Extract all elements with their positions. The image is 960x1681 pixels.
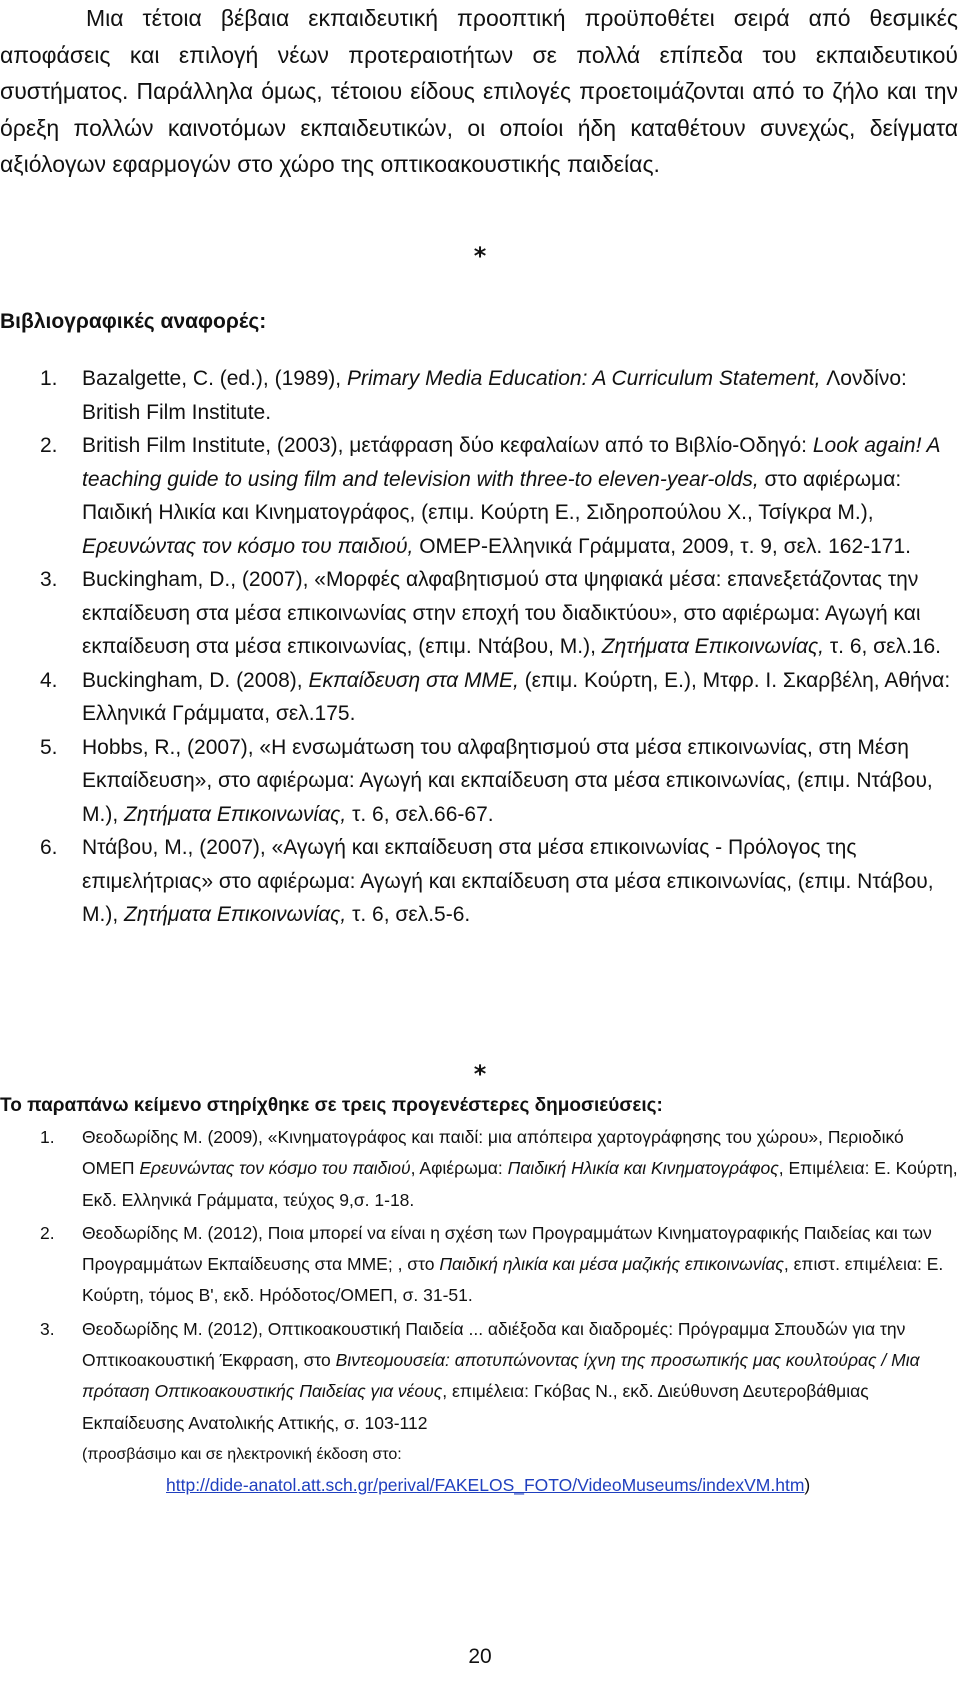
ref-title: Primary Media Education: A Curriculum Statement, bbox=[346, 367, 821, 390]
publications-heading: Το παραπάνω κείμενο στηρίχθηκε σε τρεις προγενέστερες δημοσιεύσεις: bbox=[0, 1095, 663, 1116]
publication-item bbox=[0, 1218, 960, 1312]
item-number: 5. bbox=[40, 735, 58, 759]
ref-text: (επιμ. Κούρτη, Ε.), Μτφρ. Ι. Σκαρβέλη, Αθήνα: Ελληνικά Γράμματα, σελ.175. bbox=[82, 668, 951, 725]
page-number: 20 bbox=[468, 1645, 492, 1668]
item-number: 1. bbox=[40, 367, 58, 390]
item-number: 2. bbox=[40, 1222, 55, 1243]
ref-text: τ. 6, σελ.66-67. bbox=[346, 802, 494, 826]
pub-title: Παιδική ηλικία και μέσα μαζικής επικοινωνίας bbox=[439, 1254, 784, 1275]
item-number: 1. bbox=[40, 1127, 55, 1147]
item-number: 3. bbox=[40, 1318, 55, 1339]
publication-link[interactable]: http://dide-anatol.att.sch.gr/perival/FAKELOS_FOTO/VideoMuseums/indexVM.htm bbox=[166, 1475, 805, 1496]
bibliography-item bbox=[0, 563, 960, 664]
closing-paren: ) bbox=[804, 1475, 811, 1496]
bibliography-item bbox=[0, 731, 960, 832]
item-number: 3. bbox=[40, 568, 58, 591]
pub-text: Θεοδωρίδης Μ. (2012), Οπτικοακουστική Παιδεία ... αδιέξοδα και διαδρομές: Πρόγραμμα Σπουδών για την Οπτικοακουστική Έκφραση, στο bbox=[82, 1318, 906, 1371]
ref-text: Bazalgette, C. (ed.), (1989), bbox=[82, 367, 347, 390]
bibliography-heading: Βιβλιογραφικές αναφορές: bbox=[0, 310, 267, 333]
ref-text: Buckingham, D., (2007), «Μορφές αλφαβητισμού στα ψηφιακά μέσα: επανεξετάζοντας την εκπαίδευση στα μέσα επικοινωνίας στην εποχή του διαδικτύου», στο αφιέρωμα: Αγωγή και εκπαίδευση στα μέσα επικοινωνίας, (επιμ. Ντάβου, Μ.), bbox=[82, 568, 921, 658]
pub-text: , επιστ. επιμέλεια: Ε. Κούρτη, τόμος Β', εκδ. Ηρόδοτος/ΟΜΕΠ, σ. 31-51. bbox=[82, 1254, 944, 1306]
pub-title: Παιδική Ηλικία και Κινηματογράφος bbox=[507, 1158, 779, 1179]
pub-text: , Αφιέρωμα: bbox=[410, 1158, 508, 1179]
intro-text: Μια τέτοια βέβαια εκπαιδευτική προοπτική προϋποθέτει σειρά από θεσμικές αποφάσεις και επιλογή νέων προτεραιοτήτων σε πολλά επίπεδα του εκπαιδευτικού συστήματος. Παράλληλα όμως, τέτοιου είδους επιλογές προετοιμάζονται από το ζήλο και την όρεξη πολλών καινοτόμων εκπαιδευτικών, οι οποίοι ήδη καταθέτουν συνεχώς, δείγματα αξιόλογων εφαρμογών στο χώρο της οπτικοακουστικής παιδείας. bbox=[0, 5, 958, 177]
bibliography-list bbox=[0, 362, 960, 932]
pub-text: , Επιμέλεια: Ε. Κούρτη, Εκδ. Ελληνικά Γράμματα, τεύχος 9,σ. 1-18. bbox=[82, 1158, 958, 1210]
ref-title: Εκπαίδευση στα ΜΜΕ, bbox=[308, 668, 519, 692]
bibliography-item bbox=[0, 831, 960, 932]
ref-text: Hobbs, R., (2007), «Η ενσωμάτωση του αλφαβητισμού στα μέσα επικοινωνίας, στη Μέση Εκπαίδευση», στο αφιέρωμα: Αγωγή και εκπαίδευση στα μέσα επικοινωνίας, (επιμ. Ντάβου, Μ.), bbox=[82, 735, 933, 826]
pub-title: Βιντεομουσεία: αποτυπώνοντας ίχνη της προσωπικής μας κουλτούρας / Μια πρόταση Οπτικοακουστικής Παιδείας για νέους bbox=[82, 1350, 920, 1402]
ref-text: ΟΜΕΡ-Ελληνικά Γράμματα, 2009, τ. 9, σελ. 162-171. bbox=[413, 534, 911, 558]
ref-text: στο αφιέρωμα: Παιδική Ηλικία και Κινηματογράφος, (επιμ. Κούρτη Ε., Σιδηροπούλου Χ., Τσίγκρα Μ.), bbox=[82, 467, 902, 524]
ref-text: Buckingham, D. (2008), bbox=[82, 668, 309, 692]
item-number: 2. bbox=[40, 434, 58, 457]
intro-paragraph bbox=[0, 0, 958, 183]
ref-text: τ. 6, σελ.16. bbox=[824, 635, 942, 658]
access-note: (προσβάσιμο και σε ηλεκτρονική έκδοση στο: bbox=[82, 1445, 402, 1463]
bibliography-item bbox=[0, 664, 960, 731]
publication-item bbox=[0, 1122, 960, 1216]
bibliography-item bbox=[0, 429, 960, 563]
pub-text: , επιμέλεια: Γκόβας Ν., εκδ. Διεύθυνση Δευτεροβάθμιας Εκπαίδευσης Ανατολικής Αττικής, σ. 103-112 bbox=[82, 1381, 869, 1433]
ref-title: Ζητήματα Επικοινωνίας, bbox=[124, 802, 347, 826]
ref-text: τ. 6, σελ.5-6. bbox=[346, 903, 471, 926]
ref-text: Λονδίνο: British Film Institute. bbox=[82, 367, 907, 424]
ref-text: British Film Institute, (2003), μετάφραση δύο κεφαλαίων από το Βιβλίο-Οδηγό: bbox=[82, 434, 813, 457]
ref-title: Ζητήματα Επικοινωνίας, bbox=[124, 903, 347, 926]
pub-text: Θεοδωρίδης Μ. (2012), Ποια μπορεί να είναι η σχέση των Προγραμμάτων Κινηματογραφικής Παιδείας και των Προγραμμάτων Εκπαίδευσης στα ΜΜΕ; , στο bbox=[82, 1222, 932, 1275]
ref-title: Look again! A teaching guide to using film and television with three-to eleven-year-olds, bbox=[82, 434, 940, 491]
item-number: 6. bbox=[40, 836, 58, 859]
bibliography-item bbox=[0, 362, 960, 429]
pub-title: Ερευνώντας τον κόσμο του παιδιού bbox=[139, 1158, 411, 1179]
ref-text: Ντάβου, Μ., (2007), «Αγωγή και εκπαίδευση στα μέσα επικοινωνίας - Πρόλογος της επιμελήτριας» στο αφιέρωμα: Αγωγή και εκπαίδευση στα μέσα επικοινωνίας, (επιμ. Ντάβου, Μ.), bbox=[82, 836, 934, 926]
pub-text: Θεοδωρίδης Μ. (2009), «Κινηματογράφος και παιδί: μια απόπειρα χαρτογράφησης του χώρου», Περιοδικό ΟΜΕΠ bbox=[82, 1127, 904, 1179]
ref-title: Ζητήματα Επικοινωνίας, bbox=[601, 635, 825, 658]
publications-list bbox=[0, 1122, 960, 1504]
item-number: 4. bbox=[40, 668, 58, 692]
section-separator: * bbox=[473, 242, 487, 270]
section-separator: * bbox=[473, 1060, 487, 1088]
ref-title: Ερευνώντας τον κόσμο του παιδιού, bbox=[82, 534, 414, 558]
publication-item bbox=[0, 1314, 960, 1502]
